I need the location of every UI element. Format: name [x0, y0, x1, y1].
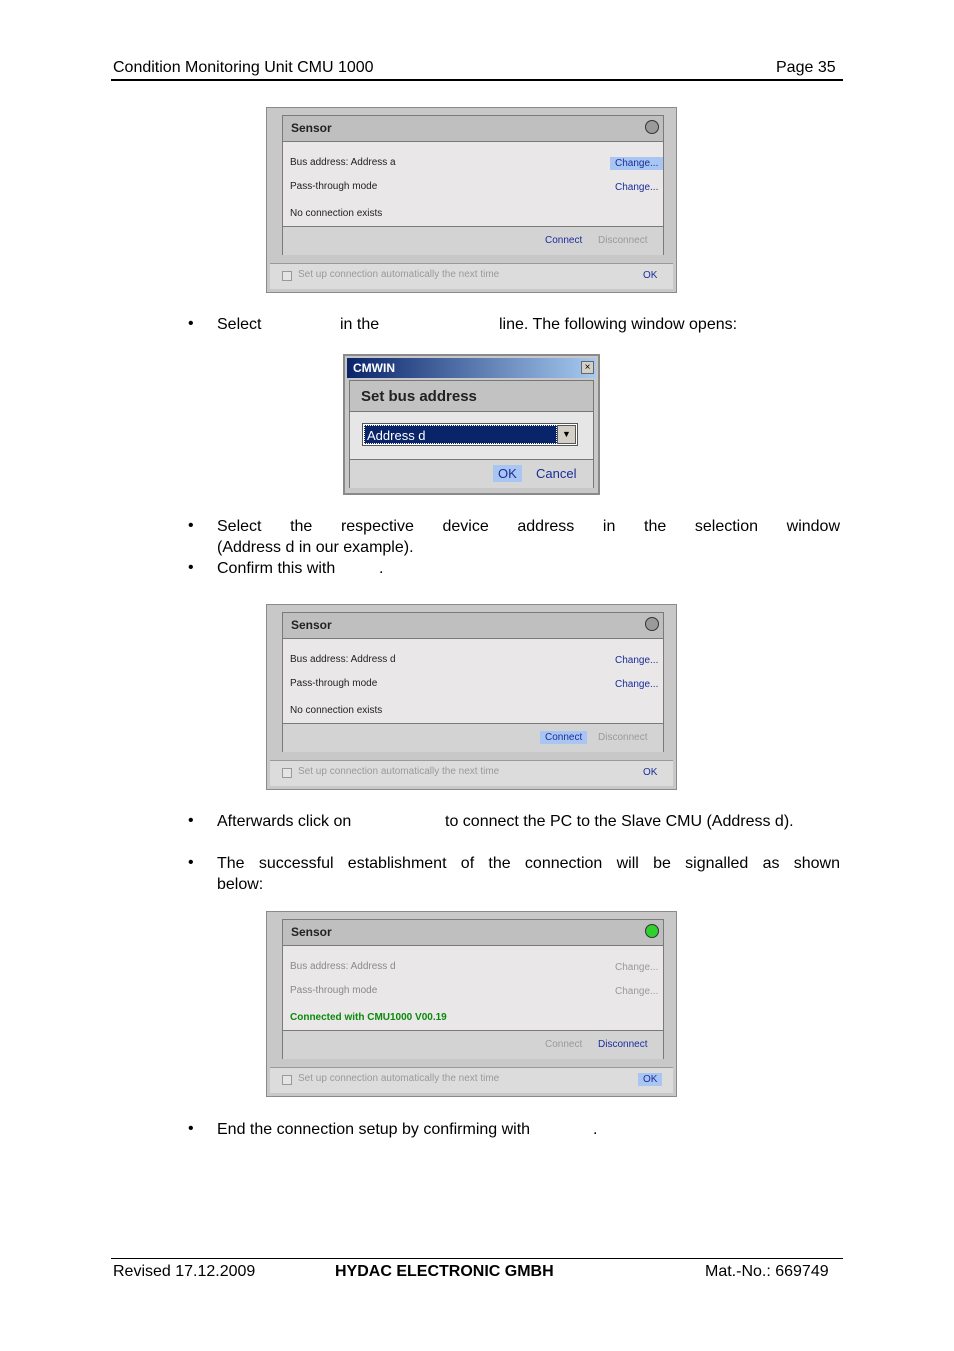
- revised-date: Revised 17.12.2009: [113, 1263, 256, 1280]
- connection-bar: [283, 1030, 663, 1059]
- material-number: Mat.-No.: 669749: [705, 1263, 829, 1280]
- chevron-down-icon[interactable]: ▼: [557, 425, 576, 444]
- status-led-icon: [645, 617, 659, 631]
- bullet-icon: •: [188, 559, 194, 576]
- sensor-panel-1: [266, 107, 677, 293]
- auto-connect-label: Set up connection automatically the next time: [298, 1073, 500, 1084]
- sensor-panel-2: [266, 604, 677, 790]
- sensor-header: [283, 920, 663, 946]
- step1-select: Select: [217, 316, 262, 333]
- auto-connect-checkbox[interactable]: [282, 768, 292, 778]
- bullet-icon: •: [188, 517, 194, 534]
- connect-button[interactable]: Connect: [545, 235, 583, 246]
- auto-connect-checkbox[interactable]: [282, 1075, 292, 1085]
- bus-address-label: Bus address: Address a: [290, 157, 396, 168]
- step3-text: Confirm this with: [217, 560, 336, 577]
- auto-connect-checkbox[interactable]: [282, 271, 292, 281]
- address-select[interactable]: [362, 423, 578, 446]
- sensor-title: Sensor: [291, 121, 332, 135]
- sensor-inner: [282, 115, 664, 255]
- connection-status: No connection exists: [290, 208, 383, 219]
- status-led-icon: [645, 924, 659, 938]
- bullet-icon: •: [188, 315, 194, 332]
- status-led-icon: [645, 120, 659, 134]
- sensor-title: Sensor: [291, 618, 332, 632]
- connection-bar: [283, 723, 663, 752]
- panel-footer: [270, 263, 673, 289]
- bus-address-label: Bus address: Address d: [290, 961, 396, 972]
- sensor-inner: [282, 919, 664, 1059]
- change-pass-through-button[interactable]: Change...: [615, 679, 659, 690]
- dialog-footer: [350, 459, 593, 488]
- change-pass-through-button[interactable]: Change...: [615, 986, 659, 997]
- bullet-icon: •: [188, 812, 194, 829]
- sensor-inner: [282, 612, 664, 752]
- sensor-header: [283, 116, 663, 142]
- dialog-heading: Set bus address: [361, 388, 477, 405]
- pass-through-label: Pass-through mode: [290, 678, 378, 689]
- dialog-ok-button[interactable]: OK: [493, 465, 522, 482]
- dialog-header: [350, 381, 593, 412]
- pass-through-label: Pass-through mode: [290, 181, 378, 192]
- step2-line2: (Address d in our example).: [217, 539, 414, 556]
- sensor-header: [283, 613, 663, 639]
- sensor-title: Sensor: [291, 925, 332, 939]
- connect-button[interactable]: Connect: [545, 1039, 583, 1050]
- bus-address-label: Bus address: Address d: [290, 654, 396, 665]
- close-icon[interactable]: ×: [581, 361, 594, 374]
- disconnect-button[interactable]: Disconnect: [598, 732, 648, 743]
- step4-click-on: Afterwards click on: [217, 813, 352, 830]
- panel-footer: [270, 1067, 673, 1093]
- sensor-panel-3: [266, 911, 677, 1097]
- connect-button[interactable]: Connect: [540, 731, 587, 744]
- dialog-titlebar: [347, 358, 596, 378]
- pass-through-label: Pass-through mode: [290, 985, 378, 996]
- change-pass-through-button[interactable]: Change...: [615, 182, 659, 193]
- step3-end: .: [379, 560, 384, 577]
- disconnect-button[interactable]: Disconnect: [598, 1039, 648, 1050]
- step4-rest: to connect the PC to the Slave CMU (Address d).: [445, 813, 794, 830]
- address-select-value[interactable]: Address d: [364, 425, 557, 444]
- ok-button[interactable]: OK: [643, 270, 658, 281]
- auto-connect-label: Set up connection automatically the next time: [298, 269, 500, 280]
- auto-connect-label: Set up connection automatically the next time: [298, 766, 500, 777]
- step1-line: line. The following window opens:: [499, 316, 738, 333]
- footer-rule: [111, 1258, 843, 1259]
- dialog-body: [349, 380, 594, 488]
- step2-line1: Select the respective device address in the selection window: [217, 518, 840, 535]
- step5-line1: The successful establishment of the connection will be signalled as shown: [217, 855, 840, 872]
- connection-status: No connection exists: [290, 705, 383, 716]
- company-name: HYDAC ELECTRONIC GMBH: [335, 1263, 554, 1280]
- disconnect-button[interactable]: Disconnect: [598, 235, 648, 246]
- dialog-cancel-button[interactable]: Cancel: [536, 466, 577, 481]
- set-bus-address-dialog: [343, 354, 600, 495]
- change-bus-address-button[interactable]: Change...: [615, 962, 659, 973]
- ok-button[interactable]: OK: [638, 1073, 662, 1086]
- step6-end: .: [593, 1121, 598, 1138]
- connection-status: Connected with CMU1000 V00.19: [290, 1012, 447, 1023]
- change-bus-address-button[interactable]: Change...: [615, 655, 659, 666]
- header-rule: [111, 79, 843, 81]
- header-title: Condition Monitoring Unit CMU 1000: [113, 59, 374, 76]
- step5-line2: below:: [217, 876, 264, 893]
- dialog-app-title: CMWIN: [353, 361, 395, 375]
- panel-footer: [270, 760, 673, 786]
- change-bus-address-button[interactable]: Change...: [610, 157, 663, 170]
- bullet-icon: •: [188, 1120, 194, 1137]
- step6-text: End the connection setup by confirming with: [217, 1121, 531, 1138]
- bullet-icon: •: [188, 854, 194, 871]
- connection-bar: [283, 226, 663, 255]
- ok-button[interactable]: OK: [643, 767, 658, 778]
- step1-in-the: in the: [340, 316, 380, 333]
- page-number: Page 35: [776, 59, 836, 76]
